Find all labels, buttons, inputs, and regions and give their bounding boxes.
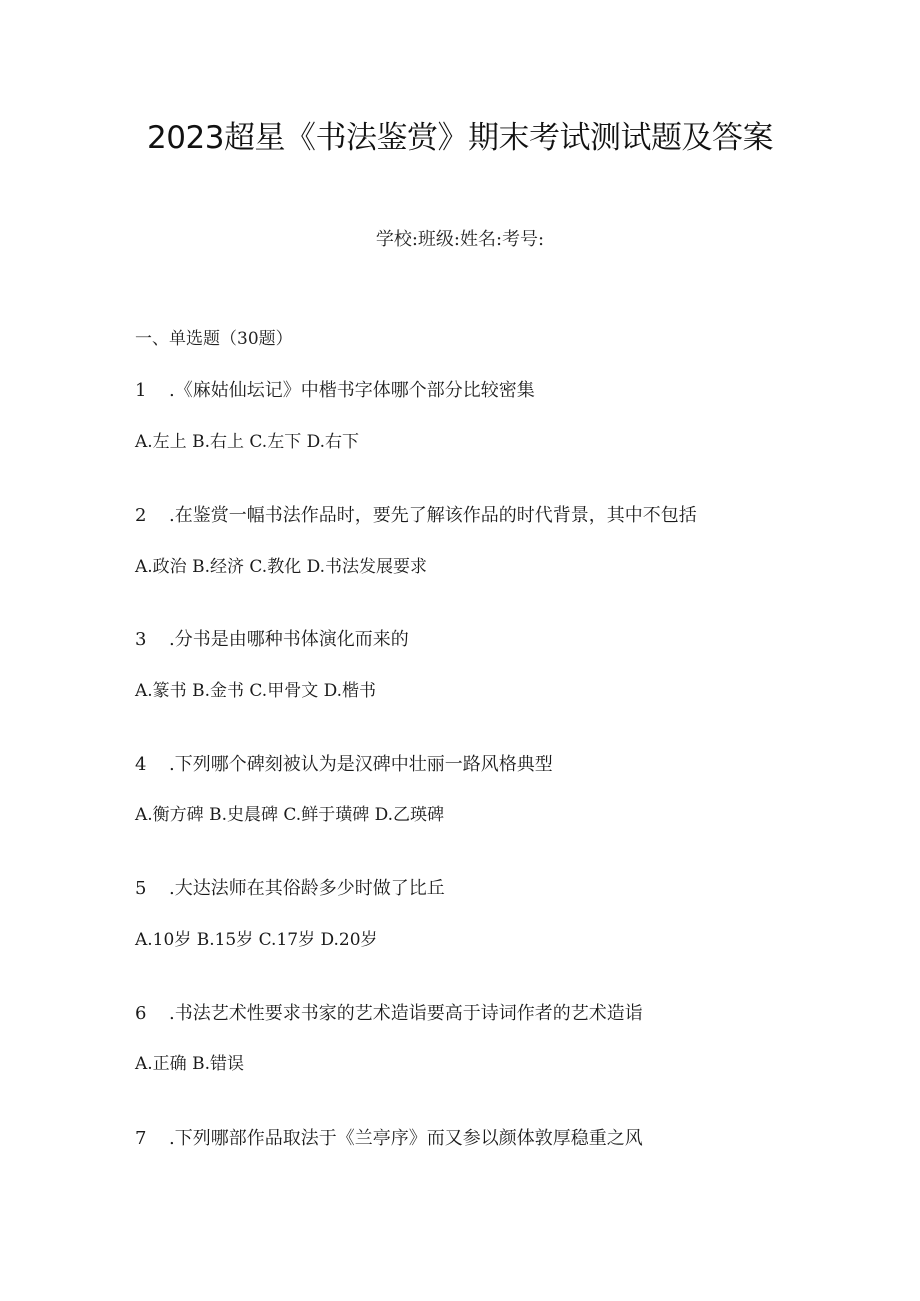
question-number: 4 xyxy=(135,754,147,775)
question-number: 6 xyxy=(135,1003,147,1024)
question-text: .分书是由哪种书体演化而来的 xyxy=(169,629,409,650)
question-number: 5 xyxy=(135,878,147,899)
question-number: 7 xyxy=(135,1128,147,1149)
section-heading: 一、单选题（30题） xyxy=(135,329,293,349)
question-text: .下列哪部作品取法于《兰亭序》而又参以颜体敦厚稳重之风 xyxy=(169,1128,643,1149)
question-7 xyxy=(135,1124,643,1150)
question-text: .《麻姑仙坛记》中楷书字体哪个部分比较密集 xyxy=(169,380,535,401)
question-5 xyxy=(135,874,445,900)
question-1 xyxy=(135,376,535,402)
question-6-options: A.正确 B.错误 xyxy=(135,1054,244,1074)
question-4 xyxy=(135,750,553,776)
question-text: .书法艺术性要求书家的艺术造诣要高于诗词作者的艺术造诣 xyxy=(169,1003,643,1024)
question-1-options: A.左上 B.右上 C.左下 D.右下 xyxy=(135,432,360,452)
student-info-line: 学校:班级:姓名:考号: xyxy=(375,229,545,250)
document-title: 2023超星《书法鉴赏》期末考试测试题及答案 xyxy=(147,120,773,156)
question-6 xyxy=(135,999,643,1025)
question-5-options: A.10岁 B.15岁 C.17岁 D.20岁 xyxy=(135,930,378,950)
question-2 xyxy=(135,501,697,527)
question-number: 3 xyxy=(135,629,147,650)
question-2-options: A.政治 B.经济 C.教化 D.书法发展要求 xyxy=(135,557,428,577)
question-3 xyxy=(135,625,409,651)
question-3-options: A.篆书 B.金书 C.甲骨文 D.楷书 xyxy=(135,681,377,701)
question-4-options: A.衡方碑 B.史晨碑 C.鲜于璜碑 D.乙瑛碑 xyxy=(135,805,445,825)
question-text: .在鉴赏一幅书法作品时，要先了解该作品的时代背景，其中不包括 xyxy=(169,505,697,526)
question-text: .下列哪个碑刻被认为是汉碑中壮丽一路风格典型 xyxy=(169,754,553,775)
question-number: 1 xyxy=(135,380,147,401)
question-text: .大达法师在其俗龄多少时做了比丘 xyxy=(169,878,445,899)
question-number: 2 xyxy=(135,505,147,526)
